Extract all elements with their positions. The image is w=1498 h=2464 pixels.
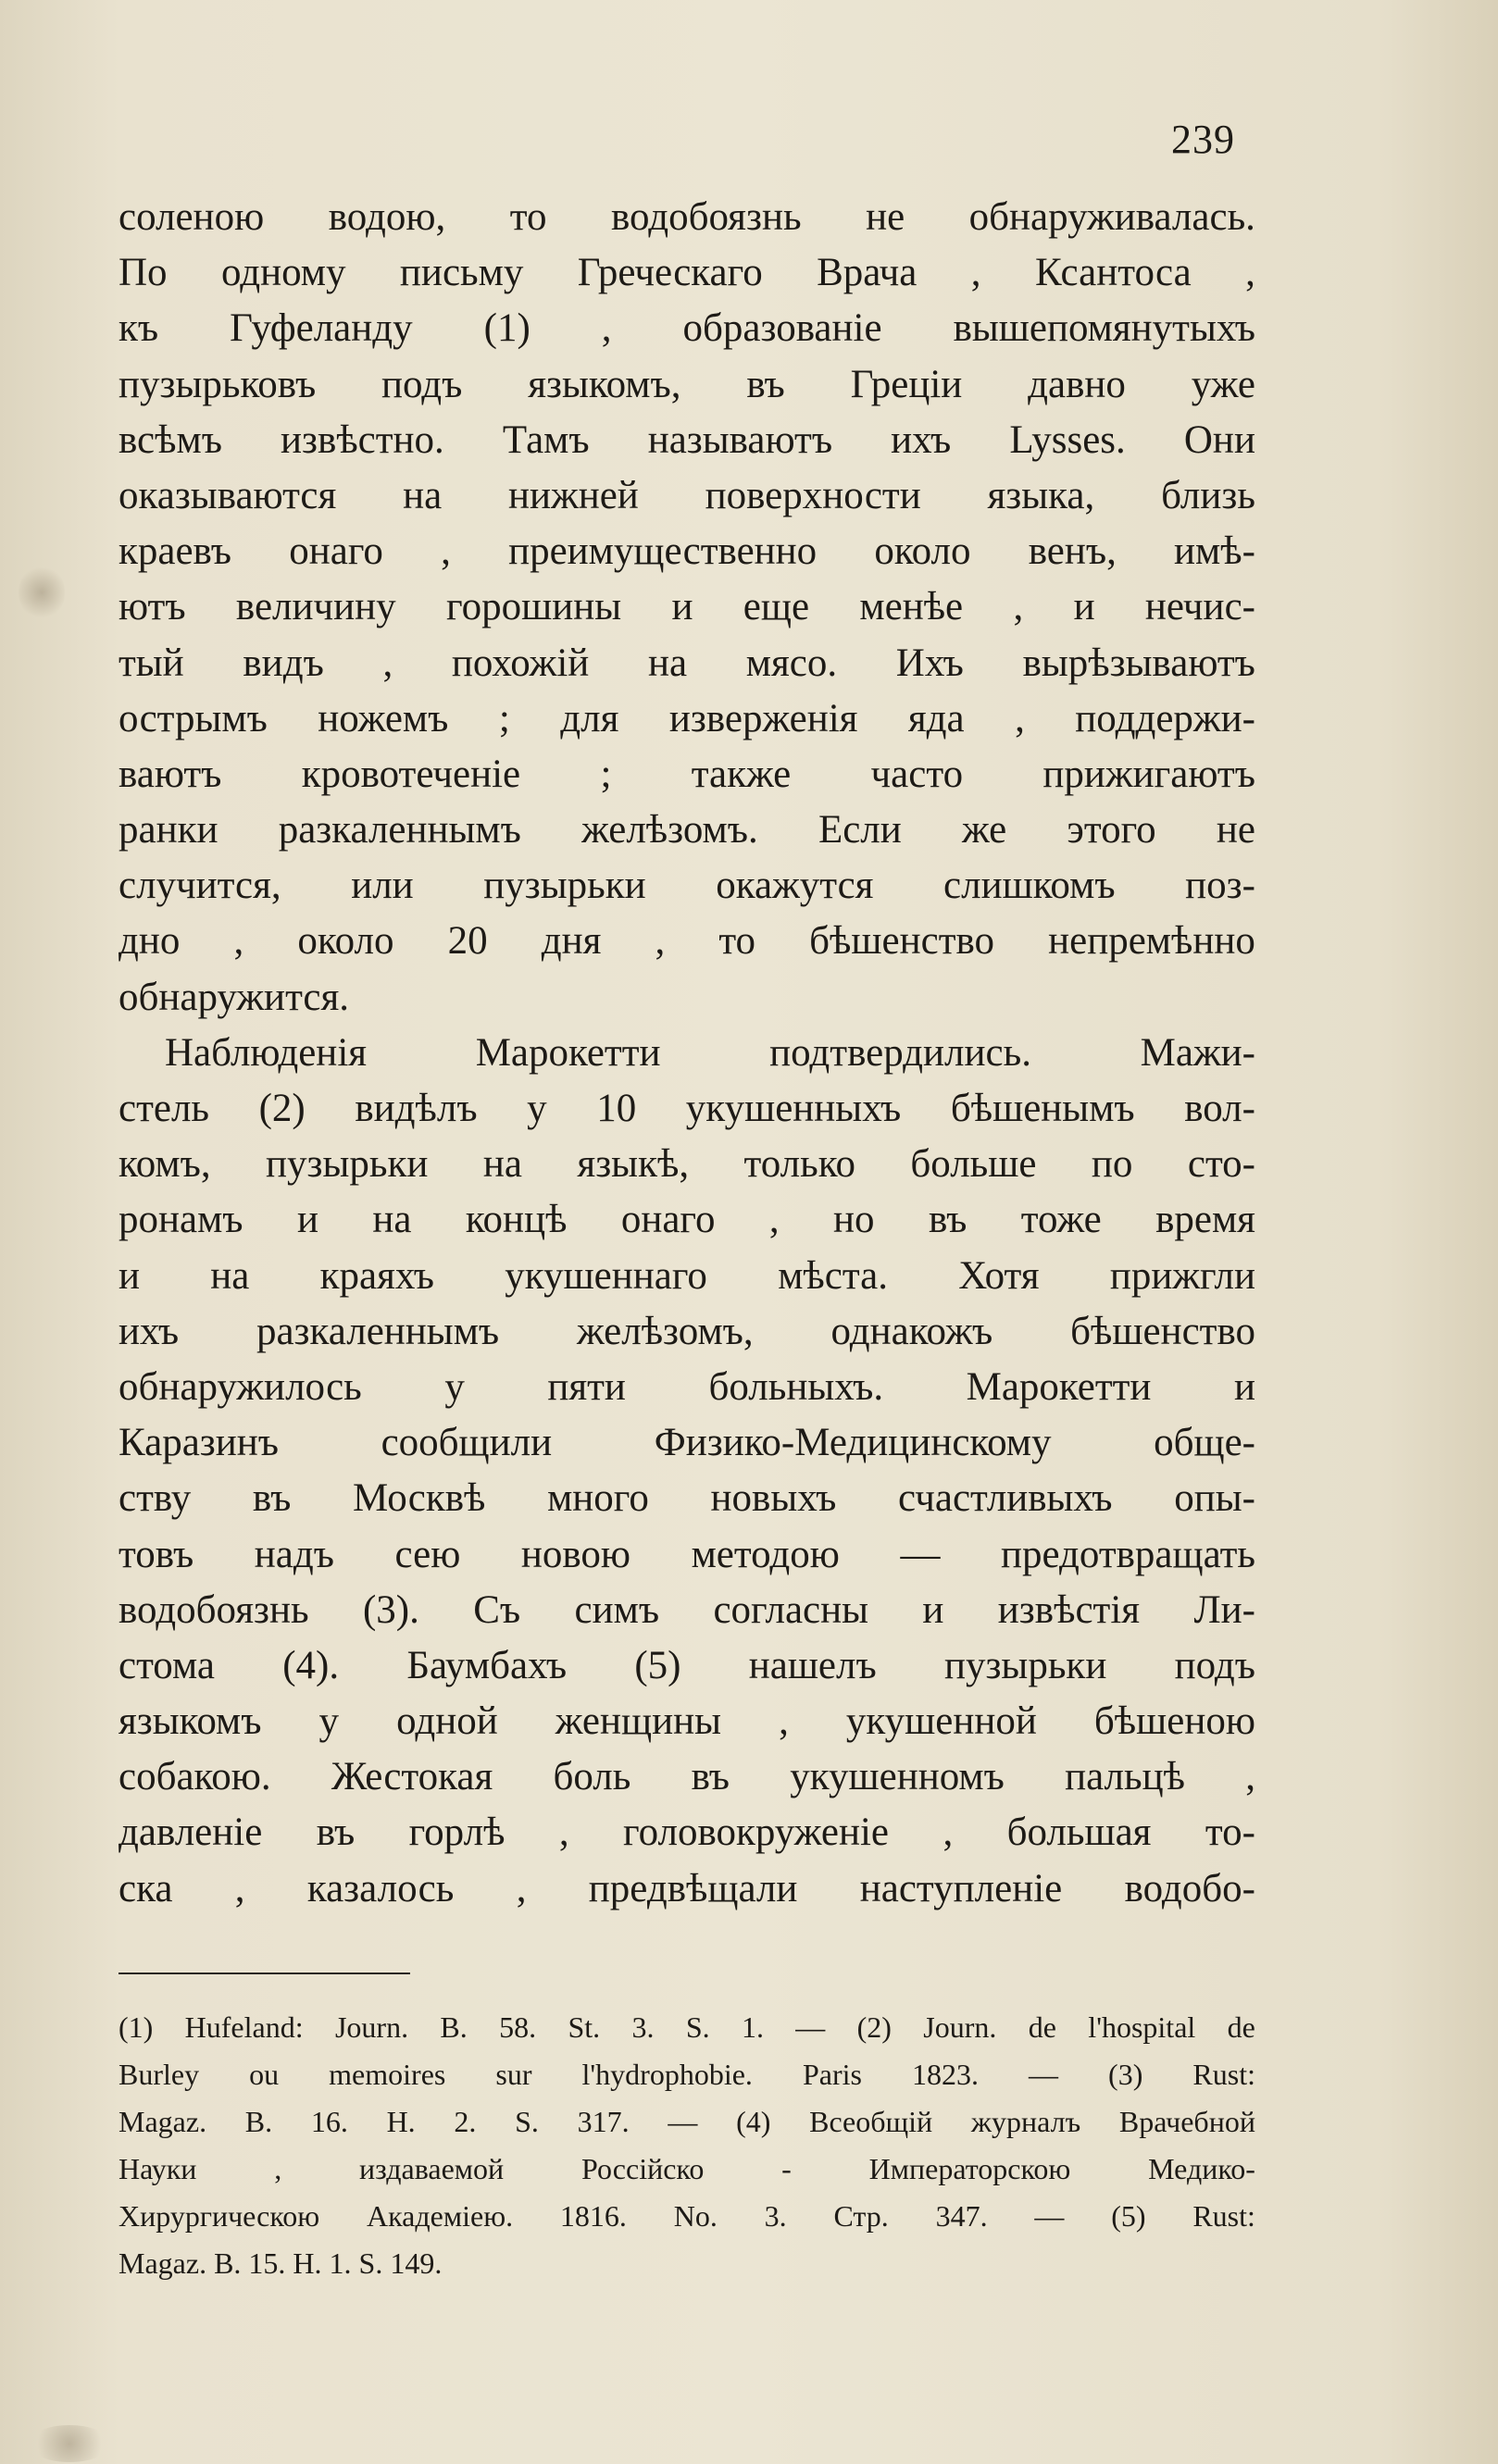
footnotes xyxy=(119,2004,1255,2287)
text-line: ютъ величину горошины и еще менѣе , и нечис- xyxy=(119,585,1255,629)
text-line: обнаружилось у пяти больныхъ. Марокетти и xyxy=(119,1364,1255,1409)
paper-stain xyxy=(28,2425,111,2462)
text-line: острымъ ножемъ ; для изверженія яда , поддержи- xyxy=(119,696,1255,740)
text-line: соленою водою, то водобоязнь не обнаруживалась. xyxy=(119,195,1255,239)
text-line: Каразинъ сообщили Физико-Медицинскому обще- xyxy=(119,1421,1255,1465)
text-line: ству въ Москвѣ много новыхъ счастливыхъ опы- xyxy=(119,1476,1255,1521)
text-line: давленіе въ горлѣ , головокруженіе , большая то- xyxy=(119,1811,1255,1855)
text-line: и на краяхъ укушеннаго мѣста. Хотя прижгли xyxy=(119,1253,1255,1298)
text-line: стома (4). Баумбахъ (5) нашелъ пузырьки подъ xyxy=(119,1643,1255,1687)
footnote-line: Хирургическою Академіею. 1816. No. 3. Стр. 347. — (5) Rust: xyxy=(119,2199,1255,2233)
text-line: дно , около 20 дня , то бѣшенство непремѣнно xyxy=(119,919,1255,964)
text-line: По одному письму Греческаго Врача , Ксантоса , xyxy=(119,251,1255,295)
text-line: краевъ онаго , преимущественно около венъ, имѣ- xyxy=(119,529,1255,574)
text-line: Наблюденія Марокетти подтвердились. Мажи- xyxy=(165,1030,1255,1075)
paper-stain xyxy=(19,565,65,620)
text-line: ронамъ и на концѣ онаго , но въ тоже время xyxy=(119,1198,1255,1242)
text-line: пузырьковъ подъ языкомъ, въ Греціи давно уже xyxy=(119,362,1255,406)
footnote-line: Magaz. B. 15. H. 1. S. 149. xyxy=(119,2246,443,2280)
footnote-line: Науки , издаваемой Россійско - Императорскою Медико- xyxy=(119,2152,1255,2185)
text-line: ваютъ кровотеченіе ; также часто прижигаютъ xyxy=(119,752,1255,796)
text-line: случится, или пузырьки окажутся слишкомъ поз- xyxy=(119,864,1255,908)
text-line: обнаружится. xyxy=(119,975,349,1019)
text-line: оказываются на нижней поверхности языка, близь xyxy=(119,473,1255,517)
text-line: ихъ разкаленнымъ желѣзомъ, однакожъ бѣшенство xyxy=(119,1309,1255,1353)
text-line: всѣмъ извѣстно. Тамъ называютъ ихъ Lysses. Они xyxy=(119,417,1255,462)
text-line: тый видъ , похожій на мясо. Ихъ вырѣзываютъ xyxy=(119,641,1255,685)
body-text xyxy=(119,190,1255,1917)
text-line: товъ надъ сею новою методою — предотвращать xyxy=(119,1532,1255,1576)
text-line: стель (2) видѣлъ у 10 укушенныхъ бѣшенымъ вол- xyxy=(119,1087,1255,1130)
page-number: 239 xyxy=(1171,117,1235,162)
text-line: ранки разкаленнымъ желѣзомъ. Если же этого не xyxy=(119,808,1255,852)
text-line: къ Гуфеланду (1) , образованіе вышепомянутыхъ xyxy=(119,306,1255,351)
footnote-line: Magaz. B. 16. H. 2. S. 317. — (4) Всеобщій журналъ Врачебной xyxy=(119,2105,1255,2138)
footnote-rule xyxy=(119,1972,410,1974)
footnote-line: Burley ou memoires sur l'hydrophobie. Paris 1823. — (3) Rust: xyxy=(119,2058,1255,2091)
text-line: комъ, пузырьки на языкѣ, только больше по сто- xyxy=(119,1142,1255,1187)
text-line: водобоязнь (3). Съ симъ согласны и извѣстія Ли- xyxy=(119,1587,1255,1632)
text-line: собакою. Жестокая боль въ укушенномъ пальцѣ , xyxy=(119,1755,1255,1799)
footnote-line: (1) Hufeland: Journ. B. 58. St. 3. S. 1. — (2) Journ. de l'hospital de xyxy=(119,2010,1255,2044)
text-line: ска , казалось , предвѣщали наступленіе водобо- xyxy=(119,1866,1255,1910)
text-line: языкомъ у одной женщины , укушенной бѣшеною xyxy=(119,1699,1255,1744)
